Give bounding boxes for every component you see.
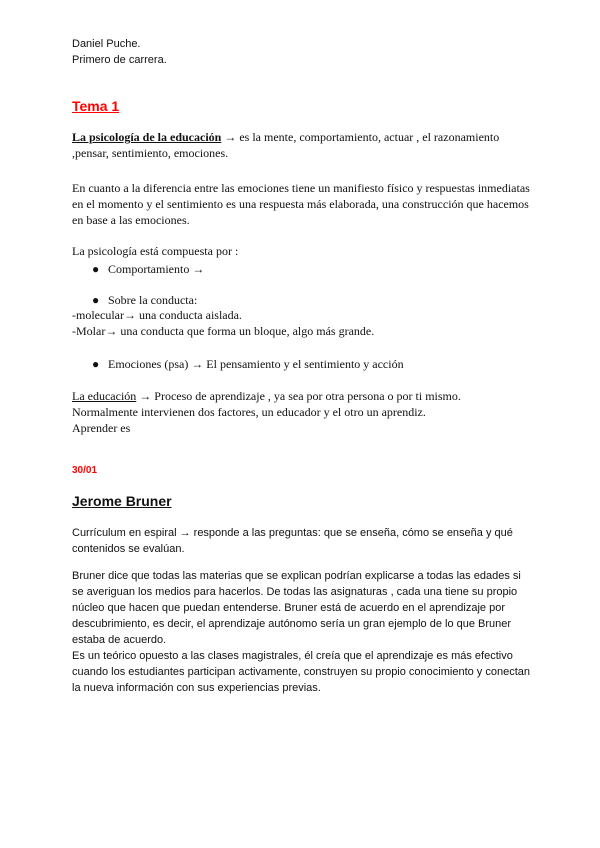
bullet-item-emotions (92, 356, 404, 372)
bullet-text: Comportamiento → (108, 262, 205, 276)
bullet-icon: ● (92, 357, 100, 371)
bullet-icon: ● (92, 293, 100, 307)
curriculum-text: Currículum en espiral → responde a las preguntas: que se enseña, cómo se enseña y qué contenidos se evalúan. (72, 527, 513, 555)
author-block (72, 36, 167, 68)
definition-term: La psicología de la educación (72, 130, 222, 144)
molecular-line: -molecular→ una conducta aislada. (72, 308, 242, 322)
emotions-text: En cuanto a la diferencia entre las emociones tiene un manifiesto físico y respuestas inmediatas en el momento y el sentimiento es una respuesta más elaborada, una construcción que hacemos en base a las emociones. (72, 181, 530, 227)
section-title: Tema 1 (72, 98, 120, 114)
definition-text: → es la mente, comportamiento, actuar , el razonamiento ,pensar, sentimiento, emociones. (72, 130, 500, 160)
course-name: Primero de carrera. (72, 54, 167, 66)
composition-intro-text: La psicología está compuesta por : (72, 244, 239, 258)
education-text: → Proceso de aprendizaje , ya sea por otra persona o por ti mismo. (136, 389, 461, 403)
emotions-paragraph (72, 180, 532, 228)
bullet-text: Emociones (psa) → El pensamiento y el sentimiento y acción (108, 357, 404, 371)
curriculum-paragraph (72, 525, 532, 557)
molar-line: -Molar→ una conducta que forma un bloque, algo más grande. (72, 324, 375, 338)
author-name: Daniel Puche. (72, 38, 141, 50)
session-date: 30/01 (72, 465, 98, 476)
factors-line: Normalmente intervienen dos factores, un educador y el otro un aprendiz. (72, 405, 426, 419)
aprender-line: Aprender es (72, 421, 131, 435)
theorist-text: Es un teórico opuesto a las clases magistrales, él creía que el aprendizaje es más efectivo cuando los estudiantes participan activamente, construyen su propio conocimiento y conectan la nueva información con sus experiencias previas. (72, 650, 530, 694)
bullet-icon: ● (92, 262, 100, 276)
bullet-text: Sobre la conducta: (108, 293, 198, 307)
bruner-text: Bruner dice que todas las materias que se explican podrían explicarse a todas las edades si se averiguan los medios para hacerlos. De todas las asignaturas , cada una tiene su propio núcleo que hacen que puedan entenderse. Bruner está de acuerdo en el aprendizaje por descubrimiento, es decir, el aprendizaje autónomo sería un gran ejemplo de lo que Bruner estaba de acuerdo. (72, 570, 521, 646)
definition-paragraph (72, 129, 532, 161)
bullet-item-conduct (92, 292, 197, 308)
education-paragraph (72, 388, 532, 436)
conduct-lines (72, 307, 532, 339)
session-heading: Jerome Bruner (72, 493, 172, 509)
bullet-item-behaviour (92, 261, 204, 277)
education-term: La educación (72, 389, 137, 403)
composition-intro (72, 243, 532, 259)
bruner-paragraph (72, 568, 532, 696)
